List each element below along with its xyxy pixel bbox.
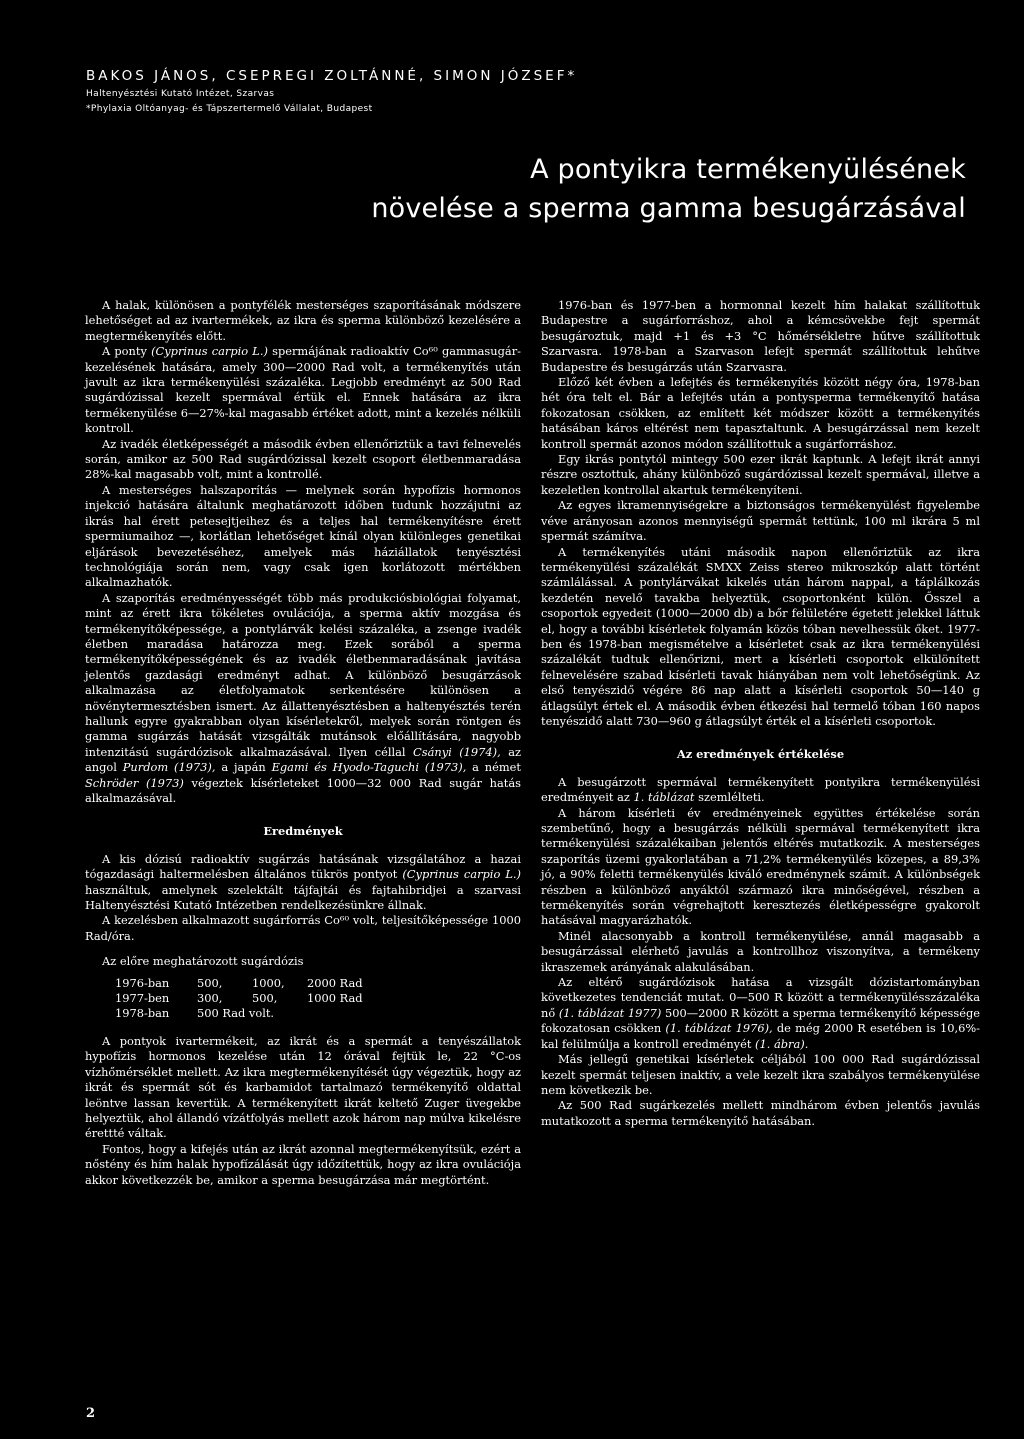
schedule-cell: 1976-ban [115,975,170,990]
affiliation-1: Haltenyésztési Kutató Intézet, Szarvas [86,89,275,99]
paragraph: Az egyes ikramennyiségekre a biztonságos termékenyülést figyelembe véve arányosan azonos mennyiségű spermát tettünk, 100 ml ikrára 5 ml spermát számítva. [541,498,980,544]
paragraph: 1976-ban és 1977-ben a hormonnal kezelt hím halakat szállítottuk Budapestre a sugárforráshoz, ahol a kémcsövekbe fejt spermát besugároztuk, majd +1 és +3 °C hőmérsékletre hűtve szállítottuk Szarvasra. 1978-ban a Szarvason lefejt spermát szállítottuk lehűtve Budapestre és besugárzás után Szarvasra. [541,298,980,374]
paragraph: Más jellegű genetikai kísérletek céljából 100 000 Rad sugárdózissal kezelt spermát teljesen inaktív, a vele kezelt ikra szabályos termékenyülése nem következik be. [541,1052,980,1097]
paragraph: A mesterséges halszaporítás — melynek során hypofízis hormonos injekció hatására általunk meghatározott időben tudunk hozzájutni az ikrás hal érett petesejtjeihez és a teljes hal termékenyítésre érett spermiumaihoz —, korlátlan lehetőséget kínál olyan különleges genetikai eljárások bevezetéséhez, amelyek más háziállatok tenyésztési technológiája során nem, vagy csak igen korlátozott mértékben alkalmazhatók. [85,482,521,590]
paragraph: A kis dózisú radioaktív sugárzás hatásának vizsgálatához a hazai tógazdasági haltermelésben általános tükrös pontyot (Cyprinus carpio L.) használtuk, amelynek szelektált tájfajtái és fajtahibridjei a szarvasi Haltenyésztési Kutató Intézetben rendelkezésünkre állnak. [85,851,521,913]
schedule-cell: 1977-ben [115,991,170,1006]
section-heading-evaluation: Az eredmények értékelése [676,747,845,762]
paragraph: A kezelésben alkalmazott sugárforrás Co⁶⁰ volt, teljesítőképessége 1000 Rad/óra. [85,913,521,943]
paragraph: Minél alacsonyabb a kontroll termékenyülése, annál magasabb a besugárzással elérhető javulás a kontrollhoz viszonyítva, a termékeny ikraszemek arányának alakulásában. [541,928,980,974]
schedule-cell: 2000 Rad [307,975,363,990]
schedule-cell: 1000 Rad [307,991,363,1006]
paragraph: A besugárzott spermával termékenyített pontyikra termékenyülési eredményeit az 1. táblázat szemlélteti. [541,774,980,805]
affiliation-2: *Phylaxia Oltóanyag- és Tápszertermelő Vállalat, Budapest [86,104,373,114]
paragraph: A ponty (Cyprinus carpio L.) spermájának radioaktív Co⁶⁰ gammasugár-kezelésének hatására, amely 300—2000 Rad volt, a termékenyítés után javult az ikra termékenyülési százaléka. Legjobb eredményt az 500 Rad sugárdózissal kezelt spermával értük el. Ennek hatására az ikra termékenyülése 6—27%-kal magasabb értéket adott, mint a kezelés nélküli kontroll. [85,344,521,436]
paragraph: Az 500 Rad sugárkezelés mellett mindhárom évben jelentős javulás mutatkozott a sperma termékenyítő hatásában. [541,1098,980,1128]
dose-schedule [115,976,521,1022]
paragraph: A három kísérleti év eredményeinek együttes értékelése során szembetűnő, hogy a besugárzás nélküli spermával termékenyített ikra termékenyülési százalékaiban jelentős eltérés mutatkozik. A mesterséges szaporítás üzemi gyakorlatában a 71,2% termékenyülés közepes, a 89,3% jó, a 90% feletti termékenyülés kiváló eredménynek számít. A különbségek részben a különböző anyáktól származó ikra minőségével, részben a termékenyítés során végrehajtott keresztezés életképességre gyakorolt hatásával magyarázhatók. [541,805,980,928]
schedule-cell: 300, [197,991,223,1006]
paragraph: Az előre meghatározott sugárdózis [102,954,304,969]
schedule-cell: 1978-ban [115,1006,170,1021]
left-column [85,298,521,1188]
schedule-cell: 500, [197,975,223,990]
page-number: 2 [86,1406,96,1421]
right-column [541,298,980,1129]
paragraph: Fontos, hogy a kifejés után az ikrát azonnal megtermékenyítsük, ezért a nőstény és hím halak hypofízálását úgy időzítettük, hogy az ikra ovulációja akkor következzék be, amikor a sperma besugárzása már megtörtént. [85,1141,521,1187]
paragraph: Az ivadék életképességét a második évben ellenőriztük a tavi felnevelés során, amikor az 500 Rad sugárdózissal kezelt csoport életbenmaradása 28%-kal magasabb volt, mint a kontrollé. [85,436,521,482]
paragraph: Előző két évben a lefejtés és termékenyítés között négy óra, 1978-ban hét óra telt el. Bár a lefejtés után a pontysperma termékenyítő hatása fokozatosan csökken, az említett két módszer között a termékenyítés hatásában káros eltérést nem tapasztaltunk. A besugárzással nem kezelt kontroll spermát azonos módon szállítottuk a sugárforráshoz. [541,375,980,451]
paragraph: A szaporítás eredményességét több más produkciósbiológiai folyamat, mint az érett ikra tökéletes ovulációja, a sperma aktív mozgása és termékenyítőképessége, a pontylárvák kelési százaléka, a zsenge ivadék életben maradása határozza meg. Ezek sorából a sperma termékenyítőképességének és az ivadék életbenmaradásának javítása jelentős gazdasági eredményt adhat. A különböző besugárzások alkalmazása az életfolyamatok serkentésére különösen a növénytermesztésben ismert. Az állattenyésztésben a haltenyésztés terén hallunk egyre gyakrabban olyan kísérletekről, melyek során röntgen és gamma sugárzás hatását vizsgálták mutánsok előállítására, nagyobb intenzitású sugárdózisok alkalmazásával. Ilyen céllal Csányi (1974), az angol Purdom (1973), a japán Egami és Hyodo-Taguchi (1973), a német Schröder (1973) végeztek kísérleteket 1000—32 000 Rad sugár hatás alkalmazásával. [85,590,522,805]
schedule-cell: 500 Rad volt. [197,1006,275,1021]
article-title [371,150,966,228]
schedule-cell: 500, [252,991,278,1006]
paragraph: Egy ikrás pontytól mintegy 500 ezer ikrát kaptunk. A lefejt ikrát annyi részre osztottuk, ahány különböző sugárdózissal kezelt spermával, illetve a kezeletlen kontrollal akartuk termékenyíteni. [541,452,980,497]
paragraph: A halak, különösen a pontyfélék mesterséges szaporításának módszere lehetőséget ad az ivartermékek, az ikra és sperma különböző kezelésére a megtermékenyítés előtt. [85,298,521,343]
title-line-1: A pontyikra termékenyülésének [530,154,966,185]
title-line-2: növelése a sperma gamma besugárzásával [371,193,966,224]
authors: BAKOS JÁNOS, CSEPREGI ZOLTÁNNÉ, SIMON JÓZSEF* [86,68,578,84]
section-heading-results: Eredmények [263,824,343,839]
paragraph: A pontyok ivartermékeit, az ikrát és a spermát a tenyészállatok hypofízis hormonos kezelése után 12 órával fejtük le, 22 °C-os vízhőmérséklet mellett. Az ikra megtermékenyítését úgy végeztük, hogy az ikrát és spermát sót és karbamidot tartalmazó termékenyítő oldattal leöntve lassan kevertük. A termékenyített ikrát keltető Zuger üvegekbe helyeztük, ahol állandó vízátfolyás mellett azok három nap múlva kikelésre érettté váltak. [85,1033,521,1141]
paragraph: A termékenyítés utáni második napon ellenőriztük az ikra termékenyülési százalékát SMXX Zeiss stereo mikroszkóp alatt történt számlálással. A pontylárvákat kikelés után három nappal, a táplálkozás kezdetén nevelő tavakba helyeztük, csoportonként külön. Ősszel a csoportok egyedeit (1000—2000 db) a bőr felületére égetett jelekkel láttuk el, hogy a további kísérletek folyamán közös tóban nevelhessük őket. 1977-ben és 1978-ban megismételve a kísérletet csak az ikra termékenyülési százalékát tudtuk ellenőrizni, mert a kísérleti csoportok elkülönített felnevelésére szabad kísérleti tavak hiányában nem volt lehetőségünk. Az első tenyészidő végére 86 nap alatt a kísérleti csoportok 50—140 g átlagsúlyt értek el. A második évben étkezési hal termelő tóban 160 napos tenyészidő alatt 730—960 g átlagsúlyt érték el a kísérleti csoportok. [541,544,980,728]
schedule-cell: 1000, [252,975,285,990]
paragraph: Az eltérő sugárdózisok hatása a vizsgált dózistartományban következetes tendenciát mutat. 0—500 R között a termékenyülésszázaléka nő (1. táblázat 1977) 500—2000 R között a sperma termékenyítő képessége fokozatosan csökken (1. táblázat 1976), de még 2000 R esetében is 10,6%-kal felülmúlja a kontroll eredményét (1. ábra). [541,975,980,1051]
